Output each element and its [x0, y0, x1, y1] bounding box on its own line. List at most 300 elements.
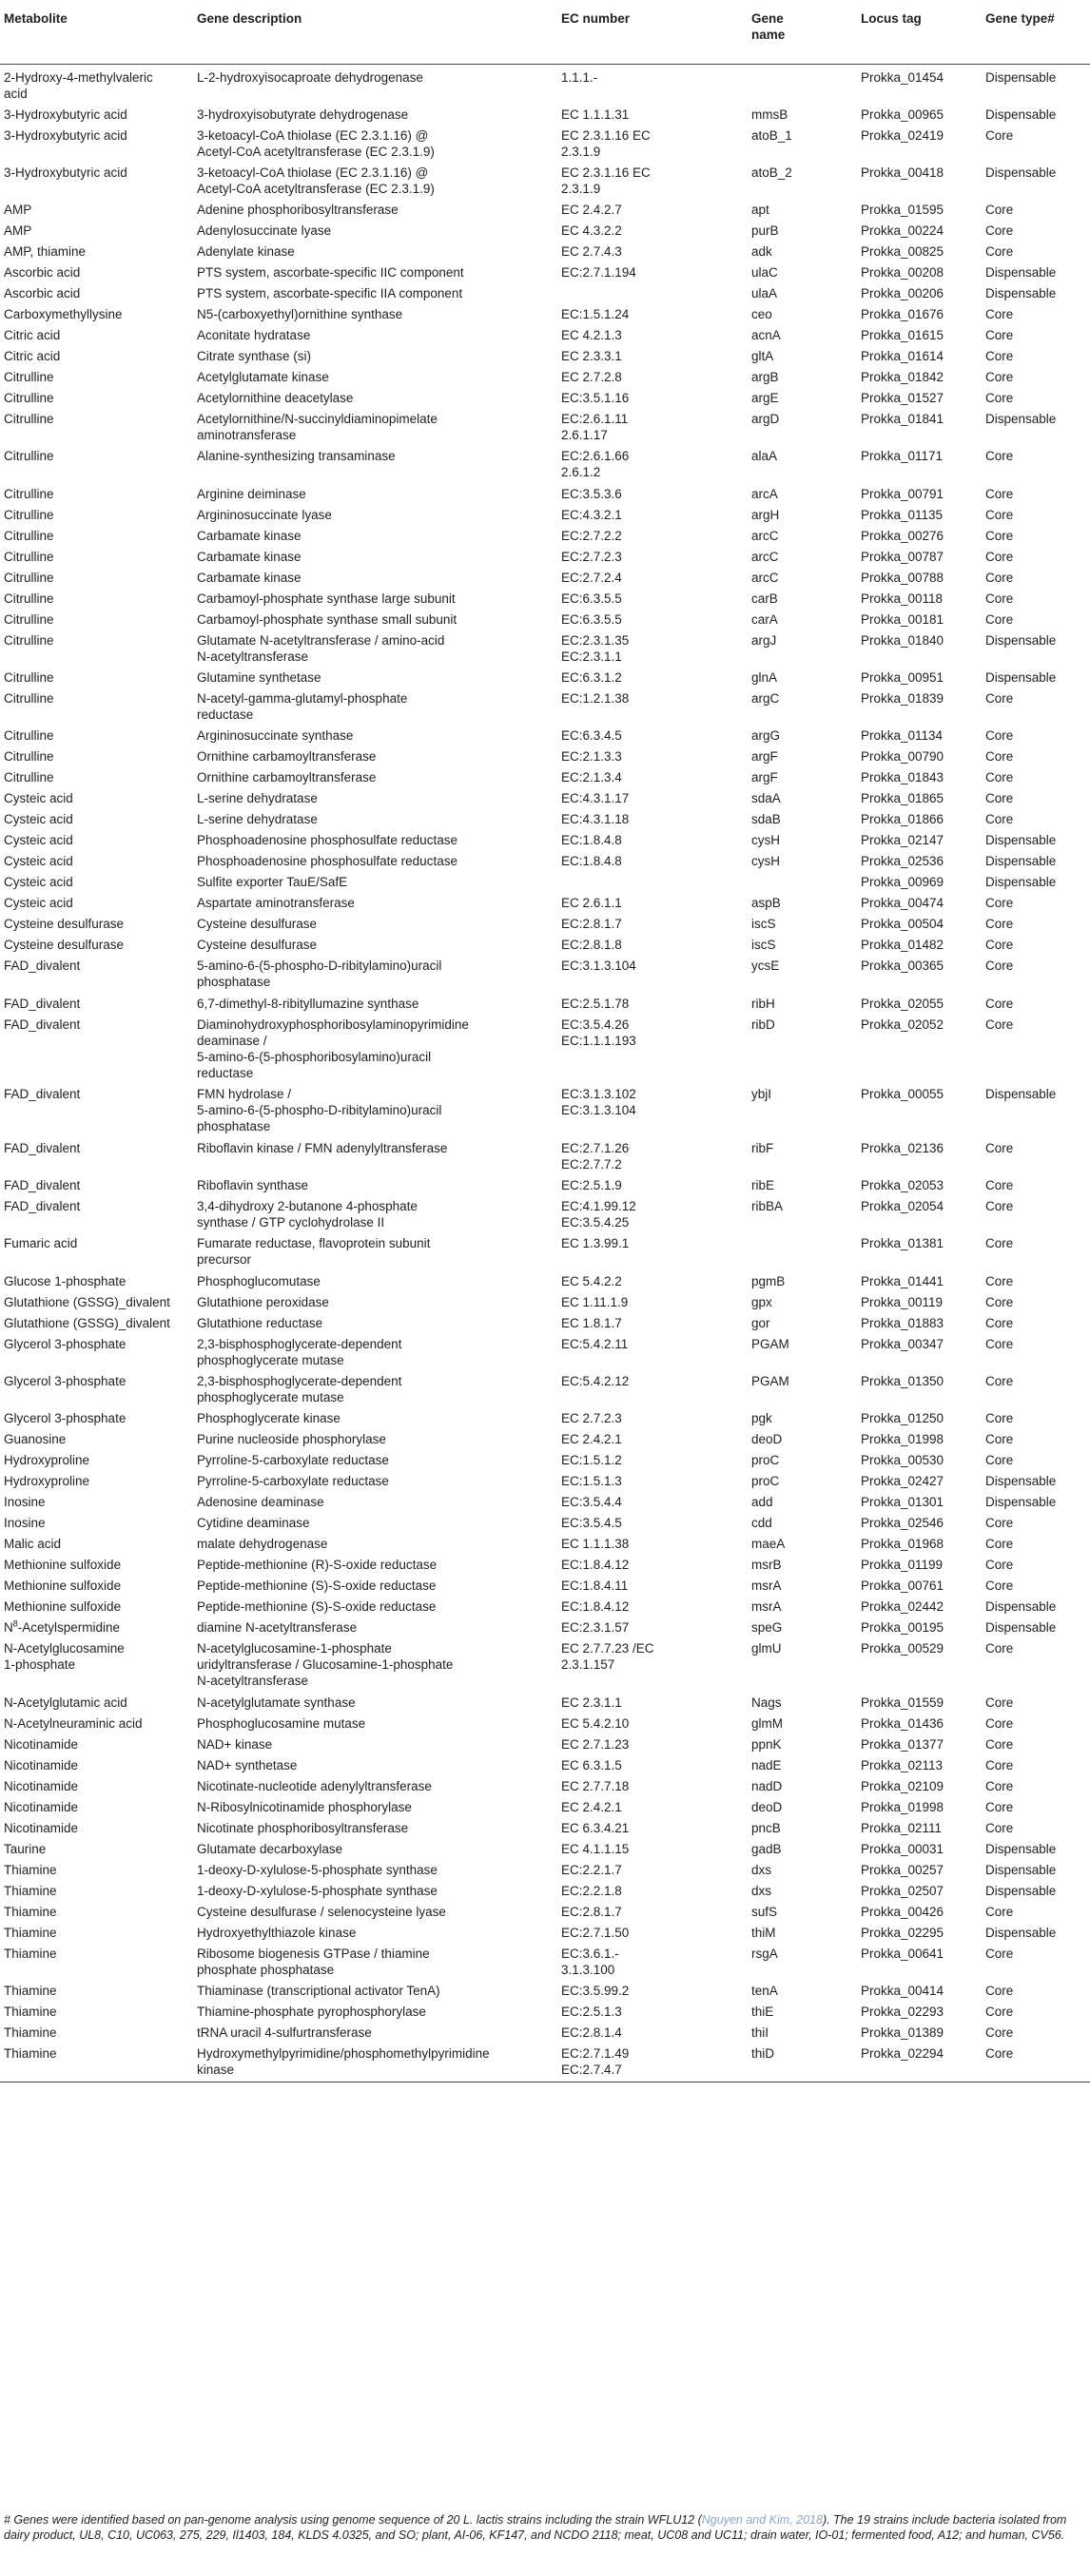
cell-metabolite: Citrulline — [4, 528, 54, 543]
cell-locus-tag: Prokka_01998 — [861, 1432, 944, 1447]
cell-gene-description: Carbamate kinase — [197, 528, 302, 543]
cell-gene-name: arcA — [751, 486, 778, 501]
cell-ec-number: EC 1.1.1.38 — [561, 1537, 630, 1552]
cell-gene-type: Core — [985, 1178, 1014, 1193]
cell-locus-tag: Prokka_01377 — [861, 1736, 944, 1752]
cell-ec-number: EC:5.4.2.11 — [561, 1336, 629, 1351]
cell-ec-number: EC:1.8.4.12 — [561, 1599, 630, 1615]
table-row — [0, 911, 1090, 932]
cell-gene-name: argB — [751, 370, 779, 385]
cell-metabolite: Citrulline — [4, 690, 54, 706]
cell-locus-tag: Prokka_01968 — [861, 1537, 944, 1552]
cell-gene-description: FMN hydrolase / 5-amino-6-(5-phospho-D-ribitylamino)uracil phosphatase — [197, 1087, 442, 1134]
cell-locus-tag: Prokka_00426 — [861, 1904, 944, 1919]
table-row — [0, 1941, 1090, 1978]
table-row — [0, 1426, 1090, 1447]
cell-gene-type: Core — [985, 1140, 1014, 1155]
cell-gene-description: Diaminohydroxyphosphoribosylaminopyrimidine deaminase / 5-amino-6-(5-phosphoribosylamino)uracil reductase — [197, 1017, 469, 1080]
cell-gene-name: ribD — [751, 1017, 775, 1032]
table-row — [0, 1857, 1090, 1878]
cell-gene-type: Core — [985, 244, 1014, 260]
table-row — [0, 443, 1090, 480]
cell-ec-number: EC:2.1.3.4 — [561, 770, 622, 785]
cell-gene-description: Riboflavin synthase — [197, 1178, 309, 1193]
cell-metabolite: FAD_divalent — [4, 1199, 81, 1214]
table-row — [0, 160, 1090, 197]
cell-metabolite: Ascorbic acid — [4, 265, 81, 281]
table-row — [0, 1999, 1090, 2020]
table-row — [0, 1690, 1090, 1711]
cell-metabolite: Thiamine — [4, 2005, 57, 2020]
table-row — [0, 301, 1090, 322]
table-row — [0, 343, 1090, 364]
cell-metabolite: Thiamine — [4, 1946, 57, 1961]
cell-locus-tag: Prokka_02442 — [861, 1599, 944, 1615]
cell-locus-tag: Prokka_00529 — [861, 1641, 944, 1656]
cell-gene-type: Dispensable — [985, 1599, 1057, 1615]
cell-metabolite: Citrulline — [4, 507, 54, 522]
table-row — [0, 991, 1090, 1012]
cell-gene-type: Core — [985, 349, 1014, 364]
cell-gene-name: arcC — [751, 570, 779, 585]
cell-metabolite: Glucose 1-phosphate — [4, 1273, 127, 1288]
cell-locus-tag: Prokka_01482 — [861, 938, 944, 953]
cell-gene-description: Acetylglutamate kinase — [197, 370, 329, 385]
cell-gene-description: Fumarate reductase, flavoprotein subunit precursor — [197, 1236, 431, 1268]
cell-metabolite: Thiamine — [4, 1984, 57, 1999]
cell-gene-name: ulaA — [751, 286, 778, 301]
footnote-reference-link[interactable]: Nguyen and Kim, 2018 — [701, 2513, 823, 2527]
cell-gene-name: iscS — [751, 917, 776, 932]
table-row — [0, 1081, 1090, 1135]
cell-gene-type: Core — [985, 1411, 1014, 1426]
cell-gene-description: Aconitate hydratase — [197, 328, 311, 343]
cell-metabolite: 3-Hydroxybutyric acid — [4, 127, 127, 143]
table-footnote — [4, 2512, 1086, 2543]
cell-metabolite: Thiamine — [4, 1862, 57, 1877]
table-row — [0, 1773, 1090, 1794]
cell-gene-name: msrA — [751, 1579, 782, 1594]
cell-gene-type: Core — [985, 223, 1014, 239]
cell-metabolite: $N^8$-Acetylspermidine — [4, 1618, 121, 1636]
cell-gene-type: Core — [985, 507, 1014, 522]
cell-gene-description: Cytidine deaminase — [197, 1516, 310, 1531]
cell-gene-type: Core — [985, 1236, 1014, 1251]
cell-ec-number: EC:3.1.3.104 — [561, 959, 636, 974]
table-row — [0, 1368, 1090, 1405]
cell-gene-name: argG — [751, 728, 781, 744]
cell-metabolite: Citrulline — [4, 391, 54, 406]
cell-gene-name: thiD — [748, 2041, 857, 2082]
cell-gene-type: Core — [985, 1904, 1014, 1919]
cell-locus-tag: Prokka_01301 — [861, 1495, 944, 1510]
cell-gene-type: Core — [985, 1017, 1014, 1032]
cell-gene-description: Riboflavin kinase / FMN adenylyltransferase — [197, 1140, 448, 1155]
cell-gene-description: Phosphoadenosine phosphosulfate reductase — [197, 833, 457, 848]
cell-gene-description: N-acetylglucosamine-1-phosphate uridyltransferase / Glucosamine-1-phosphate N-acetyltransferase — [197, 1641, 454, 1689]
cell-gene-name: argJ — [751, 632, 777, 648]
cell-metabolite: FAD_divalent — [4, 1087, 81, 1102]
cell-gene-name: argE — [751, 391, 779, 406]
cell-gene-description: Adenine phosphoribosyltransferase — [197, 203, 399, 218]
cell-metabolite: Methionine sulfoxide — [4, 1558, 122, 1573]
cell-gene-type: Core — [985, 611, 1014, 627]
table-row — [0, 544, 1090, 565]
table-row — [0, 869, 1090, 890]
cell-gene-type: Core — [985, 749, 1014, 765]
cell-locus-tag: Prokka_00761 — [861, 1579, 944, 1594]
cell-metabolite: Thiamine — [4, 2025, 57, 2041]
cell-gene-name: deoD — [751, 1432, 783, 1447]
table-row — [0, 1531, 1090, 1552]
cell-gene-type: Core — [985, 1294, 1014, 1309]
cell-gene-type: Core — [985, 570, 1014, 585]
cell-ec-number: EC:6.3.5.5 — [561, 591, 622, 606]
table-row — [0, 1920, 1090, 1941]
cell-metabolite: Hydroxyproline — [4, 1453, 90, 1468]
cell-gene-type: Core — [985, 1778, 1014, 1793]
cell-locus-tag: Prokka_02054 — [861, 1199, 944, 1214]
cell-metabolite: Malic acid — [4, 1537, 62, 1552]
cell-ec-number: EC 4.2.1.3 — [561, 328, 622, 343]
cell-locus-tag: Prokka_00181 — [861, 611, 944, 627]
table-row — [0, 1711, 1090, 1732]
cell-locus-tag: Prokka_01389 — [861, 2025, 944, 2041]
cell-locus-tag: Prokka_02111 — [861, 1820, 943, 1835]
cell-locus-tag: Prokka_01134 — [861, 728, 944, 744]
header-locus-tag: Locus tag — [857, 0, 982, 64]
cell-gene-description: Peptide-methionine (S)-S-oxide reductase — [197, 1579, 437, 1594]
cell-gene-type: Core — [985, 791, 1014, 806]
cell-gene-description: tRNA uracil 4-sulfurtransferase — [197, 2025, 372, 2041]
cell-gene-description: Adenylosuccinate lyase — [197, 223, 332, 239]
cell-gene-name: cdd — [751, 1516, 772, 1531]
cell-gene-type: Core — [985, 896, 1014, 911]
cell-locus-tag: Prokka_02293 — [861, 2005, 944, 2020]
cell-locus-tag: Prokka_00257 — [861, 1862, 944, 1877]
cell-metabolite: Glycerol 3-phosphate — [4, 1373, 127, 1388]
cell-gene-name: add — [751, 1495, 773, 1510]
cell-ec-number: EC 5.4.2.2 — [561, 1273, 622, 1288]
cell-locus-tag: Prokka_00208 — [861, 265, 944, 281]
cell-locus-tag: Prokka_01527 — [861, 391, 944, 406]
table-row — [0, 1615, 1090, 1636]
cell-gene-description: Glutamine synthetase — [197, 669, 321, 685]
cell-metabolite: N-Acetylglutamic acid — [4, 1695, 127, 1710]
cell-metabolite: Methionine sulfoxide — [4, 1599, 122, 1615]
cell-gene-name: PGAM — [751, 1336, 789, 1351]
cell-gene-description: 1-deoxy-D-xylulose-5-phosphate synthase — [197, 1883, 438, 1898]
cell-locus-tag: Prokka_01559 — [861, 1695, 944, 1710]
table-row — [0, 628, 1090, 665]
cell-gene-name: ribF — [751, 1140, 774, 1155]
cell-ec-number: EC:2.5.1.9 — [561, 1178, 622, 1193]
cell-gene-description: Argininosuccinate lyase — [197, 507, 332, 522]
cell-gene-description: Pyrroline-5-carboxylate reductase — [197, 1474, 389, 1489]
cell-gene-type: Core — [985, 1757, 1014, 1772]
cell-metabolite: Cysteic acid — [4, 854, 73, 869]
table-row — [0, 523, 1090, 544]
cell-gene-description: 3-ketoacyl-CoA thiolase (EC 2.3.1.16) @ Acetyl-CoA acetyltransferase (EC 2.3.1.9) — [197, 127, 435, 159]
table-row — [0, 1489, 1090, 1510]
cell-ec-number: EC:3.5.4.4 — [561, 1495, 622, 1510]
cell-locus-tag: Prokka_01199 — [861, 1558, 944, 1573]
table-row — [0, 890, 1090, 911]
cell-gene-description: Ornithine carbamoyltransferase — [197, 770, 377, 785]
cell-locus-tag: Prokka_00055 — [861, 1087, 944, 1102]
cell-metabolite: AMP — [4, 203, 32, 218]
cell-locus-tag: Prokka_01843 — [861, 770, 944, 785]
cell-locus-tag: Prokka_01441 — [861, 1273, 944, 1288]
cell-ec-number: EC 2.7.1.23 — [561, 1736, 630, 1752]
cell-metabolite: FAD_divalent — [4, 959, 81, 974]
cell-ec-number: EC:2.2.1.7 — [561, 1862, 622, 1877]
table-row — [0, 1878, 1090, 1899]
cell-metabolite: AMP — [4, 223, 32, 239]
cell-gene-type: Core — [985, 770, 1014, 785]
cell-gene-type: Dispensable — [985, 833, 1057, 848]
cell-ec-number: EC 2.7.4.3 — [561, 244, 622, 260]
table-row — [0, 364, 1090, 385]
cell-metabolite: FAD_divalent — [4, 996, 81, 1011]
cell-metabolite: Nicotinamide — [4, 1799, 79, 1814]
cell-gene-name: sdaB — [751, 812, 781, 827]
cell-metabolite: Citric acid — [4, 328, 61, 343]
cell-gene-name: pgk — [751, 1411, 772, 1426]
table-row — [0, 102, 1090, 123]
cell-ec-number: EC:2.8.1.7 — [561, 917, 622, 932]
cell-locus-tag: Prokka_01839 — [861, 690, 944, 706]
cell-gene-name: cysH — [751, 854, 780, 869]
cell-locus-tag: Prokka_01842 — [861, 370, 944, 385]
cell-gene-name: msrB — [751, 1558, 782, 1573]
cell-gene-type: Core — [985, 1946, 1014, 1961]
cell-gene-type: Core — [985, 127, 1014, 143]
cell-locus-tag: Prokka_00118 — [861, 591, 944, 606]
cell-gene-description: Peptide-methionine (R)-S-oxide reductase — [197, 1558, 438, 1573]
table-row — [0, 1405, 1090, 1426]
table-row — [0, 1836, 1090, 1857]
cell-locus-tag: Prokka_00969 — [861, 875, 944, 890]
cell-gene-name: argF — [751, 749, 778, 765]
cell-gene-description: Hydroxymethylpyrimidine/phosphomethylpyrimidine kinase — [193, 2041, 557, 2082]
table-row — [0, 765, 1090, 785]
cell-ec-number: EC:6.3.5.5 — [561, 611, 622, 627]
cell-gene-description: Acetylornithine/N-succinyldiaminopimelate aminotransferase — [197, 412, 438, 443]
cell-ec-number: EC:2.5.1.78 — [561, 996, 630, 1011]
table-row — [0, 281, 1090, 301]
cell-gene-description: L-2-hydroxyisocaproate dehydrogenase — [197, 69, 423, 85]
cell-locus-tag: Prokka_00195 — [861, 1620, 944, 1636]
cell-gene-type: Core — [985, 528, 1014, 543]
cell-gene-name: carA — [751, 611, 778, 627]
cell-locus-tag: Prokka_00951 — [861, 669, 944, 685]
cell-gene-description: Alanine-synthesizing transaminase — [197, 449, 396, 464]
cell-metabolite: Citric acid — [4, 349, 61, 364]
cell-ec-number: EC:1.5.1.3 — [561, 1474, 622, 1489]
cell-gene-description: Cysteine desulfurase — [197, 938, 318, 953]
cell-gene-description: Glutamate decarboxylase — [197, 1841, 343, 1856]
cell-gene-description: Glutamate N-acetyltransferase / amino-acid N-acetyltransferase — [197, 632, 445, 664]
cell-metabolite: Methionine sulfoxide — [4, 1579, 122, 1594]
cell-gene-name: thiM — [751, 1925, 776, 1940]
cell-ec-number: EC 5.4.2.10 — [561, 1715, 630, 1731]
cell-ec-number: EC:4.3.1.18 — [561, 812, 630, 827]
cell-ec-number: EC:2.7.1.49 EC:2.7.4.7 — [557, 2041, 748, 2082]
cell-gene-description: Peptide-methionine (S)-S-oxide reductase — [197, 1599, 437, 1615]
cell-metabolite: Citrulline — [4, 749, 54, 765]
cell-gene-type: Dispensable — [985, 412, 1057, 427]
cell-ec-number: EC:4.3.2.1 — [561, 507, 622, 522]
cell-ec-number — [557, 869, 748, 890]
cell-locus-tag: Prokka_00641 — [861, 1946, 944, 1961]
cell-gene-description: 3-hydroxyisobutyrate dehydrogenase — [197, 107, 409, 122]
cell-gene-type: Dispensable — [985, 1495, 1057, 1510]
cell-locus-tag: Prokka_00224 — [861, 223, 944, 239]
table-row — [0, 197, 1090, 218]
cell-ec-number — [557, 281, 748, 301]
cell-gene-name: glmM — [751, 1715, 783, 1731]
cell-ec-number: EC:2.7.1.26 EC:2.7.7.2 — [561, 1140, 630, 1172]
cell-metabolite: Cysteic acid — [4, 833, 73, 848]
cell-ec-number: EC:3.5.3.6 — [561, 486, 622, 501]
cell-gene-description: Cysteine desulfurase — [197, 917, 318, 932]
cell-metabolite: Nicotinamide — [4, 1736, 79, 1752]
table-row — [0, 1310, 1090, 1331]
table-row — [0, 1331, 1090, 1368]
cell-gene-description: Adenosine deaminase — [197, 1495, 324, 1510]
cell-locus-tag: Prokka_00965 — [861, 107, 944, 122]
cell-gene-type: Core — [985, 938, 1014, 953]
cell-metabolite: Thiamine — [4, 1904, 57, 1919]
cell-gene-description: Purine nucleoside phosphorylase — [197, 1432, 386, 1447]
cell-metabolite: Glycerol 3-phosphate — [4, 1411, 127, 1426]
cell-gene-name: argD — [751, 412, 780, 427]
cell-gene-name: arcC — [751, 549, 779, 564]
cell-gene-description: N-acetylglutamate synthase — [197, 1695, 356, 1710]
cell-ec-number: EC:1.8.4.8 — [561, 833, 622, 848]
cell-gene-name: adk — [751, 244, 772, 260]
cell-metabolite: Thiamine — [4, 1925, 57, 1940]
cell-gene-name: nadD — [751, 1778, 783, 1793]
cell-gene-type: Core — [985, 690, 1014, 706]
table-row — [0, 806, 1090, 827]
cell-gene-name: argC — [751, 690, 780, 706]
cell-gene-type: Core — [985, 1558, 1014, 1573]
cell-gene-type: Core — [985, 391, 1014, 406]
cell-gene-name: apt — [751, 203, 769, 218]
cell-gene-description: Phosphoadenosine phosphosulfate reductase — [197, 854, 457, 869]
cell-metabolite: N-Acetylneuraminic acid — [4, 1715, 143, 1731]
cell-gene-type: Dispensable — [985, 1862, 1057, 1877]
cell-ec-number: EC:2.8.1.4 — [561, 2025, 622, 2041]
cell-metabolite: Inosine — [4, 1516, 46, 1531]
cell-metabolite: Cysteic acid — [4, 791, 73, 806]
cell-gene-description: Pyrroline-5-carboxylate reductase — [197, 1453, 389, 1468]
cell-gene-name: gadB — [751, 1841, 782, 1856]
cell-metabolite: Citrulline — [4, 370, 54, 385]
header-gene-description: Gene description — [193, 0, 557, 64]
cell-gene-name: proC — [751, 1474, 780, 1489]
table-row — [0, 827, 1090, 848]
cell-metabolite: Citrulline — [4, 449, 54, 464]
cell-ec-number: EC:2.7.2.3 — [561, 549, 622, 564]
cell-locus-tag: Prokka_01841 — [861, 412, 944, 427]
cell-gene-description: N5-(carboxyethyl)ornithine synthase — [197, 307, 403, 322]
table-row — [0, 64, 1090, 102]
cell-gene-description: Ornithine carbamoyltransferase — [197, 749, 377, 765]
table-row — [0, 218, 1090, 239]
table-row — [0, 1289, 1090, 1310]
cell-locus-tag: Prokka_02427 — [861, 1474, 944, 1489]
cell-gene-name: aspB — [751, 896, 781, 911]
cell-ec-number: EC:2.6.1.66 2.6.1.2 — [561, 449, 630, 480]
cell-gene-description: Nicotinate phosphoribosyltransferase — [197, 1820, 409, 1835]
cell-gene-type: Dispensable — [985, 165, 1057, 180]
cell-locus-tag: Prokka_00791 — [861, 486, 944, 501]
cell-gene-type: Dispensable — [985, 1883, 1057, 1898]
cell-gene-description: Cysteine desulfurase / selenocysteine lyase — [197, 1904, 446, 1919]
cell-gene-type: Core — [985, 1579, 1014, 1594]
cell-gene-type: Dispensable — [985, 1474, 1057, 1489]
cell-gene-type: Core — [985, 1432, 1014, 1447]
cell-gene-description: NAD+ kinase — [197, 1736, 273, 1752]
cell-gene-name: nadE — [751, 1757, 782, 1772]
cell-locus-tag: Prokka_01615 — [861, 328, 944, 343]
cell-gene-name: dxs — [751, 1862, 772, 1877]
cell-ec-number: EC:3.5.4.5 — [561, 1516, 622, 1531]
cell-metabolite: Citrulline — [4, 549, 54, 564]
cell-gene-type: Core — [985, 1984, 1014, 1999]
cell-gene-name: acnA — [751, 328, 781, 343]
cell-gene-name: dxs — [751, 1883, 772, 1898]
cell-gene-type: Core — [985, 1799, 1014, 1814]
cell-locus-tag: Prokka_00787 — [861, 549, 944, 564]
table-row — [0, 123, 1090, 160]
cell-ec-number: EC 2.3.1.16 EC 2.3.1.9 — [561, 127, 651, 159]
cell-gene-name: Nags — [751, 1695, 782, 1710]
cell-metabolite: FAD_divalent — [4, 1017, 81, 1032]
cell-metabolite: Inosine — [4, 1495, 46, 1510]
cell-locus-tag: Prokka_00414 — [861, 1984, 944, 1999]
table-row — [0, 260, 1090, 281]
cell-gene-name: ceo — [751, 307, 772, 322]
cell-gene-name: tenA — [751, 1984, 778, 1999]
cell-metabolite: Citrulline — [4, 486, 54, 501]
cell-gene-type: Core — [985, 959, 1014, 974]
cell-locus-tag: Prokka_00347 — [861, 1336, 944, 1351]
header-ec-number: EC number — [557, 0, 748, 64]
cell-metabolite: Nicotinamide — [4, 1820, 79, 1835]
cell-metabolite: Ascorbic acid — [4, 286, 81, 301]
cell-gene-description: Ribosome biogenesis GTPase / thiamine phosphate phosphatase — [197, 1946, 430, 1977]
cell-ec-number: EC:5.4.2.12 — [561, 1373, 630, 1388]
cell-gene-type: Core — [985, 486, 1014, 501]
cell-locus-tag: Prokka_01171 — [861, 449, 944, 464]
cell-ec-number: EC 1.1.1.31 — [561, 107, 630, 122]
cell-gene-description: Phosphoglucomutase — [197, 1273, 321, 1288]
cell-gene-name: ulaC — [751, 265, 778, 281]
cell-metabolite: Citrulline — [4, 570, 54, 585]
table-body — [0, 64, 1090, 2082]
cell-locus-tag: Prokka_01883 — [861, 1315, 944, 1330]
cell-ec-number: EC 2.6.1.1 — [561, 896, 622, 911]
cell-locus-tag: Prokka_00031 — [861, 1841, 944, 1856]
cell-gene-type: Dispensable — [985, 1841, 1057, 1856]
cell-locus-tag: Prokka_01865 — [861, 791, 944, 806]
cell-ec-number: EC:6.3.1.2 — [561, 669, 622, 685]
cell-ec-number: EC:1.2.1.38 — [561, 690, 630, 706]
